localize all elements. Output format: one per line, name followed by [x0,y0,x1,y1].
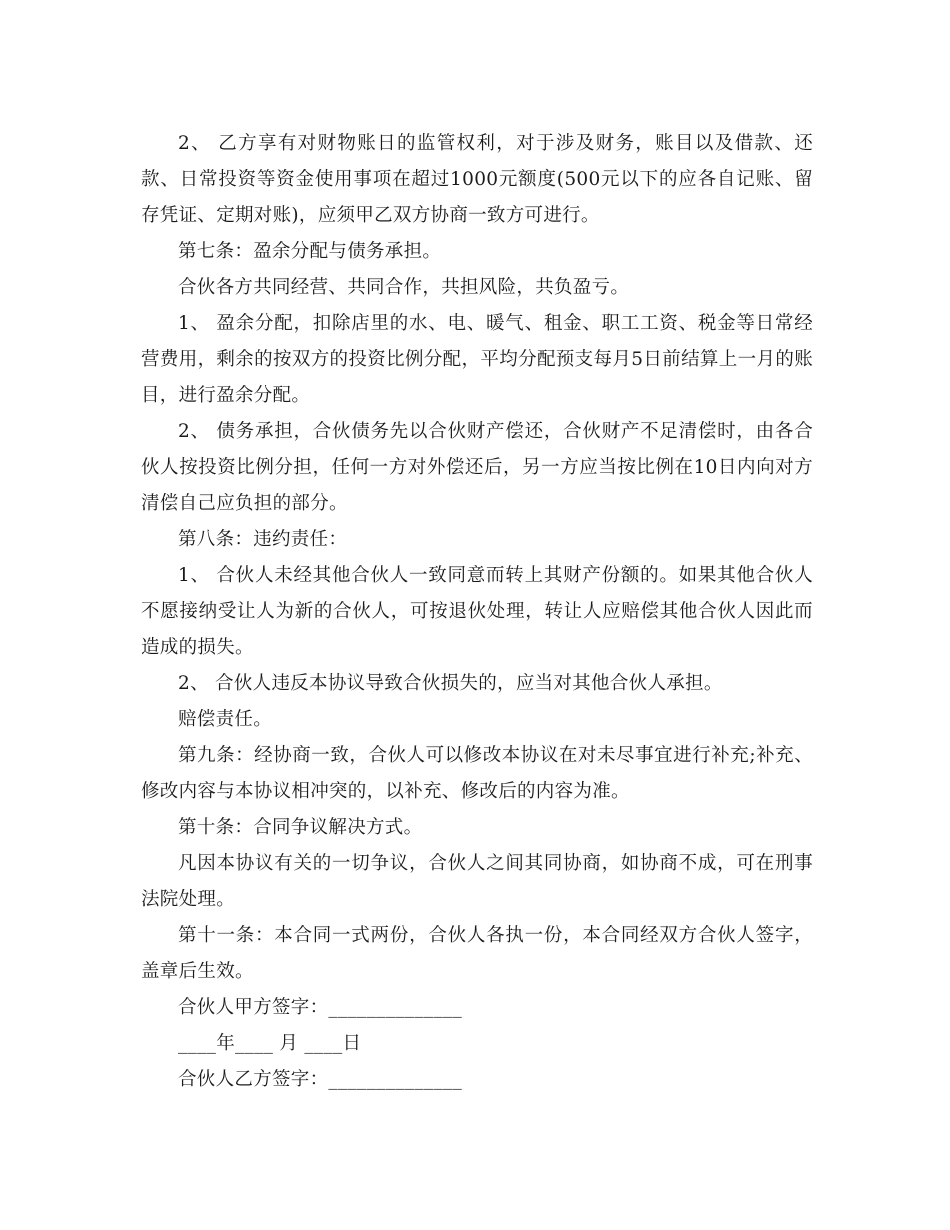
article-10-body: 凡因本协议有关的一切争议，合伙人之间其同协商，如协商不成，可在刑事法院处理。 [141,853,813,910]
article-8-item-2: 2、 合伙人违反本协议导致合伙损失的，应当对其他合伙人承担。 [178,673,723,694]
article-7-heading: 第七条：盈余分配与债务承担。 [178,241,442,262]
article-8-heading: 第八条：违约责任： [178,529,348,550]
article-7-intro: 合伙各方共同经营、共同合作，共担风险，共负盈亏。 [178,277,630,298]
signature-line-b: 合伙人乙方签字：______________ [178,1069,463,1090]
clause-6-item-2: 2、 乙方享有对财物账日的监管权利，对于涉及财务，账目以及借款、还款、日常投资等资金使用事项在超过1000元额度(500元以下的应各自记账、留存凭证、定期对账)，应须甲乙双方协商一致方可进行。 [141,133,813,226]
article-8-item-2-cont: 赔偿责任。 [178,709,273,730]
date-line: ____年____ 月 ____日 [178,1033,362,1054]
article-11: 第十一条：本合同一式两份，合伙人各执一份，本合同经双方合伙人签字，盖章后生效。 [141,925,813,982]
document-body [141,126,813,1098]
article-7-item-2: 2、 债务承担，合伙债务先以合伙财产偿还，合伙财产不足清偿时，由各合伙人按投资比例分担，任何一方对外偿还后，另一方应当按比例在10日内向对方清偿自己应负担的部分。 [141,421,813,514]
article-7-item-1: 1、 盈余分配，扣除店里的水、电、暖气、租金、职工工资、税金等日常经营费用，剩余的按双方的投资比例分配，平均分配预支每月5日前结算上一月的账目，进行盈余分配。 [141,313,813,406]
signature-line-a: 合伙人甲方签字：______________ [178,997,463,1018]
article-8-item-1: 1、 合伙人未经其他合伙人一致同意而转上其财产份额的。如果其他合伙人不愿接纳受让人为新的合伙人，可按退伙处理，转让人应赔偿其他合伙人因此而造成的损失。 [141,565,813,658]
article-10-heading: 第十条：合同争议解决方式。 [178,817,423,838]
article-9: 第九条：经协商一致，合伙人可以修改本协议在对未尽事宜进行补充;补充、修改内容与本协议相冲突的，以补充、修改后的内容为准。 [141,745,813,802]
